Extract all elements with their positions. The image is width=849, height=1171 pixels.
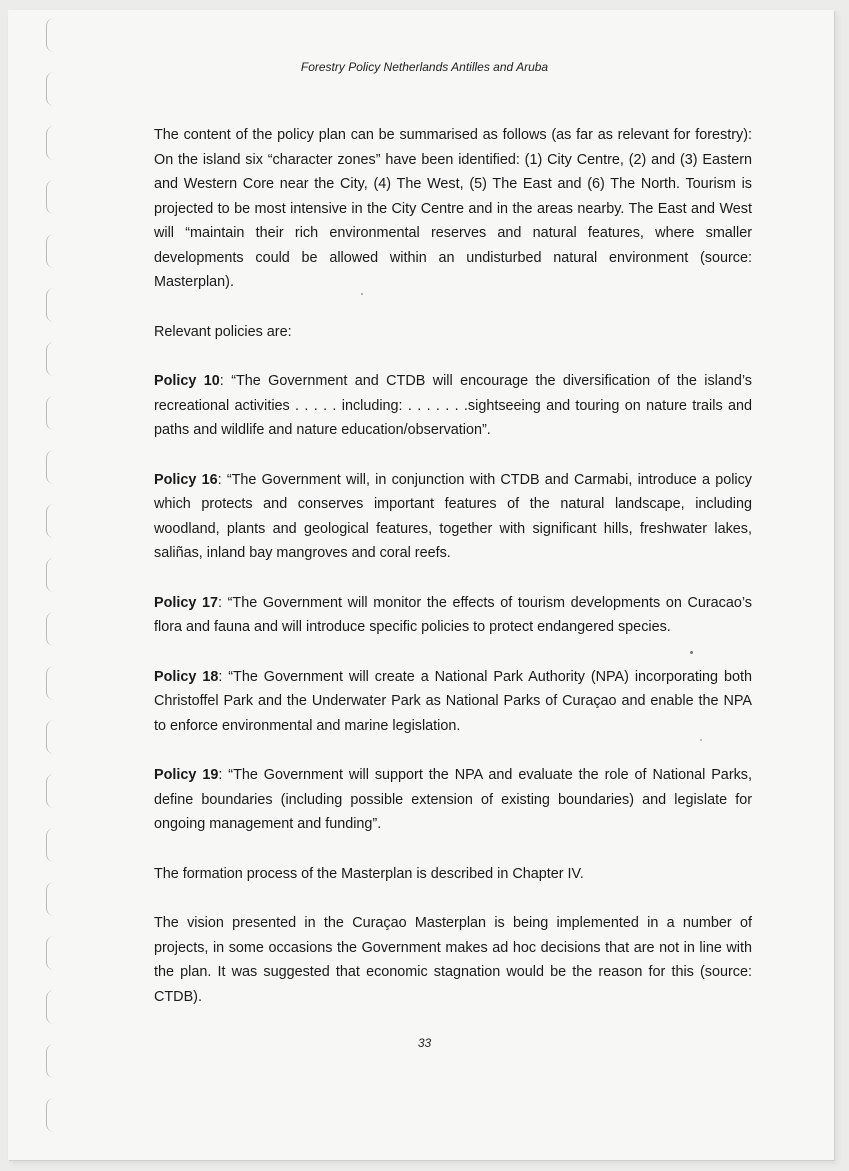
policy-paragraph xyxy=(154,369,752,443)
binding-hole xyxy=(46,1098,61,1132)
binding-hole xyxy=(46,774,61,808)
binding-hole xyxy=(46,666,61,700)
policy-paragraph xyxy=(154,591,752,640)
policy-text: : “The Government will create a National Park Authority (NPA) incorporating both Christoffel Park and the Underwater Park as National Parks of Curaçao and enable the NPA to enforce environmental and marine legislation. xyxy=(154,668,752,734)
policy-text: : “The Government will monitor the effects of tourism developments on Curacao’s flora and fauna and will introduce specific policies to protect endangered species. xyxy=(154,594,752,635)
closing-paragraph: The formation process of the Masterplan is described in Chapter IV. xyxy=(154,865,584,882)
binding-hole xyxy=(46,558,61,592)
document-body xyxy=(154,123,752,1034)
closing-paragraph: The vision presented in the Curaçao Masterplan is being implemented in a number of projects, in some occasions the Government makes ad hoc decisions that are not in line with the plan. It was suggested that economic stagnation would be the reason for this (source: CTDB). xyxy=(154,915,752,1005)
binding-hole xyxy=(46,936,61,970)
binding-hole xyxy=(46,504,61,538)
binding-hole xyxy=(46,882,61,916)
policy-label: Policy 19 xyxy=(154,767,219,783)
policy-paragraph xyxy=(154,665,752,739)
binding-hole xyxy=(46,72,61,106)
policy-text: : “The Government will, in conjunction with CTDB and Carmabi, introduce a policy which protects and conserves important features of the natural landscape, including woodland, plants and geological features, together with significant hills, freshwater lakes, saliñas, inland bay mangroves and coral reefs. xyxy=(154,471,752,561)
page-number: 33 xyxy=(417,1036,432,1050)
policy-paragraph xyxy=(154,468,752,566)
binding-hole xyxy=(46,288,61,322)
binding-hole xyxy=(46,396,61,430)
binding-hole xyxy=(46,990,61,1024)
binding-hole xyxy=(46,612,61,646)
policy-label: Policy 17 xyxy=(154,594,219,611)
binding-hole xyxy=(46,234,61,268)
policy-text: : “The Government and CTDB will encourage the diversification of the island’s recreational activities . . . . . including: . . . . . . .sightseeing and touring on nature trails and paths and wildlife and nature education/observation”. xyxy=(154,373,752,438)
policy-label: Policy 16 xyxy=(154,471,218,488)
binding-hole xyxy=(46,450,61,484)
policy-label: Policy 18 xyxy=(154,668,219,685)
running-header: Forestry Policy Netherlands Antilles and Aruba xyxy=(300,60,549,74)
policy-paragraph xyxy=(154,763,752,837)
policy-label: Policy 10 xyxy=(154,373,220,389)
binding-hole xyxy=(46,720,61,754)
policy-text: : “The Government will support the NPA and evaluate the role of National Parks, define boundaries (including possible extension of existing boundaries) and legislate for ongoing management and funding”. xyxy=(154,767,752,832)
binding-hole xyxy=(46,828,61,862)
binding-hole xyxy=(46,180,61,214)
binding-hole xyxy=(46,342,61,376)
policies-intro: Relevant policies are: xyxy=(154,323,292,340)
binding-hole xyxy=(46,18,61,52)
intro-paragraph: The content of the policy plan can be summarised as follows (as far as relevant for forestry): On the island six “character zones” have been identified: (1) City Centre, (2) and (3) Eastern and Western Core near the City, (4) The West, (5) The East and (6) The North. Tourism is projected to be most intensive in the City Centre and in the areas nearby. The East and West will “maintain their rich environmental reserves and natural features, where smaller developments could be allowed within an undisturbed natural environment (source: Masterplan). xyxy=(154,127,752,290)
binding-strip xyxy=(0,0,40,1150)
binding-hole xyxy=(46,126,61,160)
